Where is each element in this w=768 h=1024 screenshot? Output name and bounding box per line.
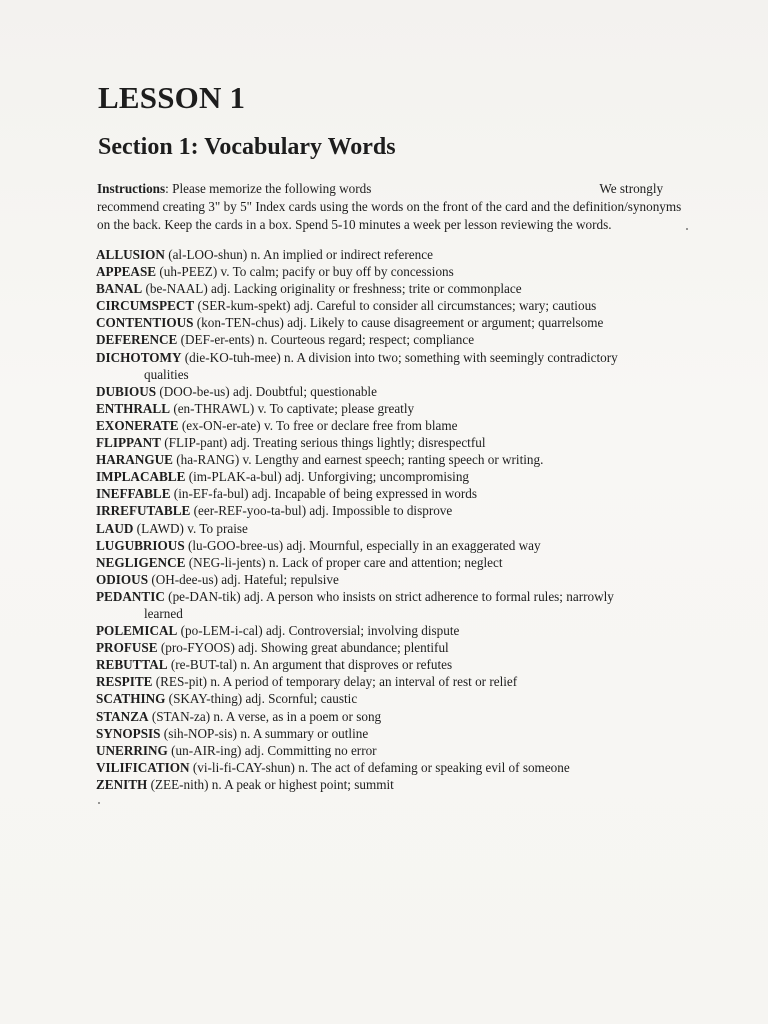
vocab-word: RESPITE: [96, 674, 153, 690]
vocab-word: SYNOPSIS: [96, 725, 161, 741]
vocab-word: DICHOTOMY: [96, 349, 182, 365]
vocab-word: PEDANTIC: [96, 588, 165, 604]
vocab-definition: (eer-REF-yoo-ta-bul) adj. Impossible to disprove: [190, 503, 453, 519]
vocab-entry: [96, 400, 696, 417]
vocab-word: ODIOUS: [96, 571, 149, 587]
vocab-definition: (DEF-er-ents) n. Courteous regard; respect; compliance: [177, 332, 475, 348]
vocab-entry: [96, 537, 696, 554]
vocab-definition: (RES-pit) n. A period of temporary delay; an interval of rest or relief: [152, 674, 518, 690]
vocab-definition: (NEG-li-jents) n. Lack of proper care and attention; neglect: [185, 554, 503, 570]
vocab-definition: (STAN-za) n. A verse, as in a poem or song: [148, 708, 382, 724]
vocab-word: LAUD: [96, 520, 134, 536]
vocab-definition: (SKAY-thing) adj. Scornful; caustic: [165, 691, 358, 707]
vocab-entry: [96, 468, 696, 485]
vocab-definition: (LAWD) v. To praise: [133, 520, 248, 536]
vocab-definition: (sih-NOP-sis) n. A summary or outline: [160, 725, 369, 741]
vocab-word: DUBIOUS: [96, 383, 157, 399]
vocab-definition: (lu-GOO-bree-us) adj. Mournful, especially in an exaggerated way: [184, 537, 541, 553]
vocab-entry: [96, 263, 696, 280]
vocab-word: VILIFICATION: [96, 759, 190, 775]
vocab-entry: [96, 349, 696, 383]
vocab-definition: (ex-ON-er-ate) v. To free or declare free from blame: [178, 417, 458, 433]
vocab-entry: [96, 622, 696, 639]
vocab-entry: [96, 331, 696, 348]
vocab-word: APPEASE: [96, 264, 157, 280]
vocab-entry: [96, 742, 696, 759]
vocab-definition-continued: learned: [144, 605, 183, 621]
vocab-definition: (pro-FYOOS) adj. Showing great abundance; plentiful: [157, 640, 449, 656]
vocab-word: ENTHRALL: [96, 400, 171, 416]
instructions-text-1b: We strongly: [599, 181, 664, 196]
vocab-entry: [96, 554, 696, 571]
vocab-entry: [96, 639, 696, 656]
vocab-definition: (ha-RANG) v. Lengthy and earnest speech; ranting speech or writing.: [172, 452, 544, 468]
vocab-entry: [96, 690, 696, 707]
vocab-definition: (kon-TEN-chus) adj. Likely to cause disagreement or argument; quarrelsome: [193, 315, 604, 331]
vocab-word: ALLUSION: [96, 247, 165, 262]
vocab-definition: (po-LEM-i-cal) adj. Controversial; involving dispute: [177, 623, 460, 639]
vocab-definition: (ZEE-nith) n. A peak or highest point; summit: [147, 776, 394, 792]
vocab-entry: [96, 520, 696, 537]
vocab-entry: [96, 776, 696, 793]
vocab-word: LUGUBRIOUS: [96, 537, 185, 553]
vocab-word: IRREFUTABLE: [96, 503, 191, 519]
vocab-word: INEFFABLE: [96, 486, 171, 502]
vocab-word: ZENITH: [96, 776, 148, 792]
vocab-word: PROFUSE: [96, 640, 158, 656]
instructions-line-1: [97, 180, 712, 198]
vocab-entry: [96, 759, 696, 776]
vocab-entry: [96, 434, 696, 451]
section-title: Section 1: Vocabulary Words: [98, 134, 396, 160]
vocab-word: HARANGUE: [96, 452, 173, 468]
vocab-definition: (OH-dee-us) adj. Hateful; repulsive: [148, 571, 339, 587]
instructions-paragraph: [97, 180, 712, 234]
vocabulary-list: [96, 246, 696, 793]
vocab-definition: (die-KO-tuh-mee) n. A division into two; something with seemingly contradictory: [181, 349, 618, 365]
vocab-entry: [96, 314, 696, 331]
vocab-definition: (uh-PEEZ) v. To calm; pacify or buy off by concessions: [156, 264, 454, 280]
lesson-title: LESSON 1: [98, 80, 246, 115]
vocab-definition: (re-BUT-tal) n. An argument that disproves or refutes: [167, 657, 453, 673]
vocab-entry: [96, 656, 696, 673]
vocab-definition: (FLIP-pant) adj. Treating serious things lightly; disrespectful: [160, 435, 486, 451]
vocab-word: DEFERENCE: [96, 332, 178, 348]
vocab-definition-continued: qualities: [144, 366, 189, 382]
vocab-entry: [96, 725, 696, 742]
vocab-definition: (pe-DAN-tik) adj. A person who insists on strict adherence to formal rules; narrowly: [164, 588, 614, 604]
vocab-word: IMPLACABLE: [96, 469, 186, 485]
vocab-entry: [96, 383, 696, 400]
vocab-word: CIRCUMSPECT: [96, 298, 195, 314]
vocab-word: BANAL: [96, 281, 143, 297]
vocab-entry: [96, 673, 696, 690]
instructions-line-3: on the back. Keep the cards in a box. Spend 5-10 minutes a week per lesson reviewing the words.: [97, 217, 612, 232]
vocab-word: REBUTTAL: [96, 657, 168, 673]
vocab-definition: (in-EF-fa-bul) adj. Incapable of being expressed in words: [170, 486, 478, 502]
vocab-word: SCATHING: [96, 691, 166, 707]
instructions-label: Instructions: [97, 181, 166, 196]
vocab-word: STANZA: [96, 708, 149, 724]
vocab-entry: [96, 708, 696, 725]
instructions-line-2: recommend creating 3" by 5" Index cards using the words on the front of the card and the definition/synonyms: [97, 199, 682, 214]
vocab-definition: (un-AIR-ing) adj. Committing no error: [167, 742, 377, 758]
vocab-entry: [96, 297, 696, 314]
vocab-definition: (DOO-be-us) adj. Doubtful; questionable: [156, 383, 377, 399]
vocab-entry: [96, 485, 696, 502]
vocab-word: FLIPPANT: [96, 435, 161, 451]
vocab-definition: (be-NAAL) adj. Lacking originality or freshness; trite or commonplace: [142, 281, 522, 297]
vocab-entry: [96, 451, 696, 468]
vocab-entry: [96, 280, 696, 297]
vocab-entry: [96, 417, 696, 434]
vocab-word: UNERRING: [96, 742, 168, 758]
instructions-text-1a: : Please memorize the following words: [165, 181, 372, 196]
vocab-word: EXONERATE: [96, 417, 179, 433]
vocab-word: POLEMICAL: [96, 623, 178, 639]
vocab-definition: (al-LOO-shun) n. An implied or indirect reference: [164, 247, 433, 262]
vocab-definition: (im-PLAK-a-bul) adj. Unforgiving; uncompromising: [185, 469, 470, 485]
vocab-entry: [96, 246, 696, 263]
vocab-entry: [96, 502, 696, 519]
vocab-definition: (vi-li-fi-CAY-shun) n. The act of defaming or speaking evil of someone: [189, 759, 570, 775]
vocab-definition: (SER-kum-spekt) adj. Careful to consider all circumstances; wary; cautious: [194, 298, 597, 314]
vocab-word: CONTENTIOUS: [96, 315, 194, 331]
vocab-definition: (en-THRAWL) v. To captivate; please greatly: [170, 400, 415, 416]
vocab-entry: [96, 588, 696, 622]
vocab-word: NEGLIGENCE: [96, 554, 186, 570]
vocab-entry: [96, 571, 696, 588]
